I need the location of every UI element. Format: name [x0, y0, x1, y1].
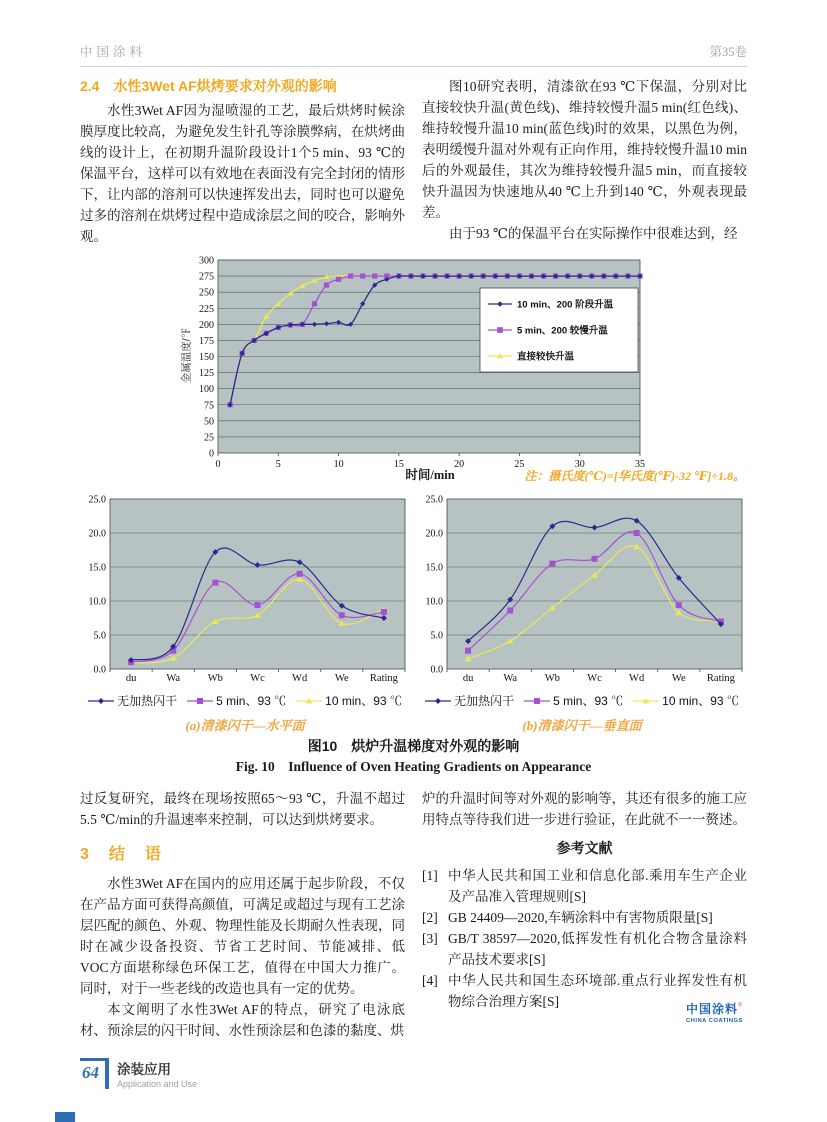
svg-text:Rating: Rating [369, 673, 398, 684]
svg-text:25.0: 25.0 [88, 495, 106, 506]
svg-text:250: 250 [199, 287, 214, 299]
svg-text:Wb: Wb [207, 673, 223, 684]
svg-text:0: 0 [209, 448, 214, 460]
svg-text:25: 25 [514, 459, 525, 470]
svg-text:Wa: Wa [166, 673, 181, 684]
right-column-top [422, 76, 747, 252]
svg-text:0.0: 0.0 [93, 664, 106, 676]
svg-text:175: 175 [199, 335, 214, 347]
chart-a-legend [80, 692, 410, 709]
svg-text:100: 100 [199, 384, 214, 396]
chart-b-block [417, 495, 747, 734]
svg-text:200: 200 [199, 319, 214, 331]
svg-text:225: 225 [199, 303, 214, 315]
logo-en-text: CHINA COATINGS [686, 1017, 743, 1024]
svg-text:125: 125 [199, 368, 214, 380]
svg-text:15: 15 [393, 459, 404, 470]
svg-text:0: 0 [215, 459, 221, 470]
svg-text:5.0: 5.0 [93, 630, 106, 642]
reference-number: [1] [422, 868, 438, 883]
reference-item [422, 865, 747, 907]
page-footer [80, 1058, 197, 1089]
svg-text:25.0: 25.0 [425, 495, 443, 506]
chart-b-legend [417, 692, 747, 709]
footer-section [117, 1058, 197, 1089]
svg-text:15.0: 15.0 [425, 562, 443, 574]
svg-text:10: 10 [333, 459, 344, 470]
reference-number: [2] [422, 910, 438, 925]
svg-text:du: du [462, 673, 474, 684]
chart-a-caption: (a)清漆闪干—水平面 [185, 718, 305, 733]
svg-text:30: 30 [574, 459, 585, 470]
main-chart-x-axis-label: 时间/min [405, 468, 455, 482]
section-3-heading: 3 结 语 [80, 846, 163, 863]
svg-text:5 min、200 较慢升温: 5 min、200 较慢升温 [517, 325, 608, 337]
legend-entry: 5 min、93 ℃ [187, 692, 286, 709]
svg-text:275: 275 [199, 271, 214, 283]
platform-paragraph-start: 由于93 ℃的保温平台在实际操作中很难达到，经 [449, 226, 738, 241]
logo-cn-text: 中国涂料 [686, 1002, 739, 1016]
svg-text:直接较快升温: 直接较快升温 [517, 351, 575, 363]
svg-text:75: 75 [204, 400, 214, 412]
chart-b-caption: (b)清漆闪干—垂直面 [522, 718, 642, 733]
legend-entry: 10 min、93 ℃ [296, 692, 402, 709]
svg-text:du: du [125, 673, 137, 684]
svg-text:10.0: 10.0 [425, 596, 443, 608]
footer-section-cn: 涂装应用 [117, 1062, 171, 1077]
china-coatings-logo [686, 1000, 743, 1024]
main-temperature-chart [80, 252, 747, 494]
conclusion-paragraph-continued: 炉的升温时间等对外观的影响等，其还有很多的施工应用特点等待我们进一步进行验证，在此就不一一赘述。 [422, 791, 747, 827]
svg-text:Wc: Wc [587, 673, 602, 684]
left-column-top [80, 76, 405, 252]
svg-text:10.0: 10.0 [88, 596, 106, 608]
reference-item [422, 928, 747, 970]
reference-text: GB/T 38597—2020,低挥发性有机化合物含量涂料产品技术要求[S] [448, 931, 747, 967]
section-2-4-heading: 2.4 水性3Wet AF烘烤要求对外观的影响 [80, 78, 337, 94]
svg-text:Rating: Rating [706, 673, 735, 684]
reference-text: 中华人民共和国生态环境部.重点行业挥发性有机物综合治理方案[S] [448, 973, 747, 1009]
figure10-caption-cn: 图10 烘炉升温梯度对外观的影响 [307, 738, 520, 754]
section-2-4-paragraph: 水性3Wet AF因为湿喷湿的工艺，最后烘烤时候涂膜厚度比较高，为避免发生针孔等涂膜弊病，在烘烤曲线的设计上，在初期升温阶段设计1个5 min、93 ℃的保温平台，这样可以有效地在表面没有完全封闭的情形下，让内部的溶剂可以快速挥发出去，同时也可以避免过多的溶剂在烘烤过程中造成涂层之间的咬合，影响外观。 [80, 103, 405, 244]
chart-a-block [80, 495, 410, 734]
main-chart-y-axis-label: 金属温度/℉ [180, 327, 193, 384]
page-header [80, 42, 747, 67]
bottom-columns [80, 788, 747, 1056]
figure10-caption-en: Fig. 10 Influence of Oven Heating Gradients on Appearance [235, 759, 592, 774]
reference-text: 中华人民共和国工业和信息化部.乘用车生产企业及产品准入管理规则[S] [448, 868, 747, 904]
reference-item [422, 907, 747, 928]
svg-text:We: We [671, 673, 686, 684]
footer-divider-bar [105, 1058, 109, 1089]
svg-text:35: 35 [635, 459, 645, 470]
conclusion-paragraph-2: 本文阐明了水性3Wet AF的特点，研究了电泳底材、预涂层的闪干时间、水性预涂层和色漆的黏度、烘 [80, 1002, 405, 1038]
reference-text: GB 24409—2020,车辆涂料中有害物质限量[S] [448, 910, 713, 925]
legend-entry: 5 min、93 ℃ [524, 692, 623, 709]
references-heading: 参考文献 [556, 840, 613, 856]
svg-text:We: We [334, 673, 349, 684]
svg-text:10 min、200 阶段升温: 10 min、200 阶段升温 [517, 299, 614, 311]
top-columns [80, 76, 747, 252]
svg-text:Wc: Wc [250, 673, 265, 684]
conclusion-paragraph-1: 水性3Wet AF在国内的应用还属于起步阶段，不仅在产品方面可获得高颜值，可满足或超过与现有工艺涂层匹配的颜色、外观、物理性能及长期耐久性表现，同时在减少设备投资、节省工艺时间、节能减排、低VOC方面堪称绿色环保工艺，值得在中国大力推广。同时，对于一些老线的改造也具有一定的优势。 [80, 876, 405, 996]
svg-text:15.0: 15.0 [88, 562, 106, 574]
svg-text:20: 20 [454, 459, 465, 470]
svg-text:Wb: Wb [544, 673, 560, 684]
svg-text:0.0: 0.0 [430, 664, 443, 676]
footer-section-en: Application and Use [117, 1079, 198, 1089]
svg-text:25: 25 [204, 432, 214, 444]
chart-a-plot [80, 495, 410, 687]
legend-entry: 无加热闪干 [88, 692, 177, 709]
svg-text:5: 5 [275, 459, 281, 470]
chart-b-plot [417, 495, 747, 687]
svg-text:150: 150 [199, 352, 214, 363]
svg-text:50: 50 [204, 416, 214, 428]
svg-text:20.0: 20.0 [88, 528, 106, 540]
volume-label: 第35卷 [709, 45, 747, 59]
journal-title: 中国涂料 [80, 45, 147, 59]
logo-registered-mark: ® [738, 1002, 743, 1009]
figure10-discussion-paragraph: 图10研究表明，清漆欲在93 ℃下保温，分别对比直接较快升温(黄色线)、维持较慢升温5 min(红色线)、维持较慢升温10 min(蓝色线)时的效果，以黑色为例，表明缓慢升温对外观有正向作用，维持较慢升温10 min后的外观最佳，其次为维持较慢升温5 min，而直接较快升温因为快速地从40 ℃上升到140 ℃，外观表现最差。 [422, 79, 747, 220]
svg-text:Wd: Wd [292, 673, 308, 684]
reference-number: [4] [422, 973, 438, 988]
svg-text:Wd: Wd [629, 673, 645, 684]
svg-text:20.0: 20.0 [425, 528, 443, 540]
page-number: 64 [80, 1058, 105, 1089]
svg-text:Wa: Wa [503, 673, 518, 684]
platform-paragraph-continued: 过反复研究，最终在现场按照65～93 ℃，升温不超过5.5 ℃/min的升温速率来控制，可以达到烘烤要求。 [80, 791, 405, 827]
main-chart-plot [180, 254, 650, 479]
appearance-charts-row [80, 495, 747, 734]
bottom-accent-strip [55, 1112, 75, 1122]
left-column-bottom [80, 788, 405, 1056]
reference-number: [3] [422, 931, 438, 946]
svg-text:5.0: 5.0 [430, 630, 443, 642]
legend-entry: 无加热闪干 [425, 692, 514, 709]
celsius-conversion-note: 注：摄氏度(℃)=[华氏度(℉)-32 ℉]÷1.8。 [524, 469, 745, 483]
svg-text:300: 300 [199, 255, 214, 267]
legend-entry: 10 min、93 ℃ [633, 692, 739, 709]
